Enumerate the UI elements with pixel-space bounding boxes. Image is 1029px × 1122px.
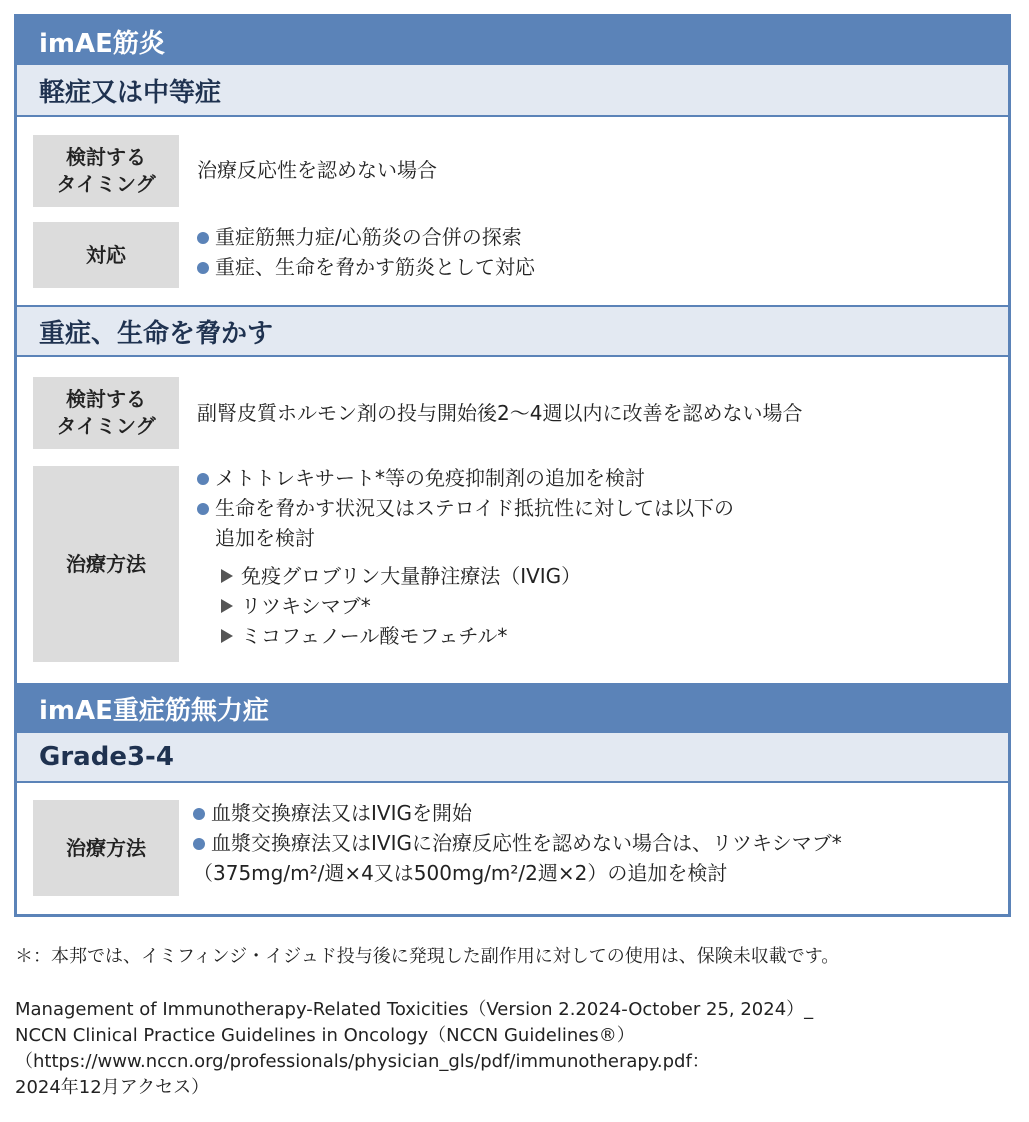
subsection-header-mild-moderate: [17, 65, 1008, 117]
subsection-header-severe: [17, 307, 1008, 357]
triangle-bullet-icon: [221, 569, 233, 583]
row-label-treatment: 治療方法: [33, 800, 179, 896]
list-item-continuation: （375mg/m²/週×4又は500mg/m²/2週×2）の追加を検討: [193, 861, 728, 885]
row-label-timing: 検討する タイミング: [33, 135, 179, 207]
row-content-treatment: [193, 798, 842, 888]
section-header-myasthenia: [17, 683, 1008, 733]
list-item: 血漿交換療法又はIVIGに治療反応性を認めない場合は、リツキシマブ*: [193, 828, 842, 858]
footnote: ＊：本邦では、イミフィンジ・イジュド投与後に発現した副作用に対しての使用は、保険未収載です。: [15, 946, 840, 967]
guideline-table: [14, 14, 1011, 917]
reference-line: Management of Immunotherapy-Related Toxicities（Version 2.2024-October 25, 2024）_: [15, 999, 814, 1020]
row-content-response: [197, 222, 535, 282]
sub-list-item: 免疫グロブリン大量静注療法（IVIG）: [197, 561, 734, 591]
reference-line: （https://www.nccn.org/professionals/physician_gls/pdf/immunotherapy.pdf：: [15, 1051, 710, 1073]
section-title: imAE重症筋無力症: [39, 695, 269, 726]
list-item: 重症、生命を脅かす筋炎として対応: [197, 252, 535, 282]
timing-text: 治療反応性を認めない場合: [197, 158, 437, 182]
reference-line: 2024年12月アクセス）: [15, 1077, 210, 1099]
subsection-header-grade: [17, 733, 1008, 783]
bullet-dot-icon: [193, 808, 205, 820]
timing-text: 副腎皮質ホルモン剤の投与開始後2〜4週以内に改善を認めない場合: [197, 401, 803, 425]
bullet-dot-icon: [197, 232, 209, 244]
row-content-timing: [197, 155, 437, 185]
list-item-continuation: 追加を検討: [215, 526, 315, 550]
row-content-treatment: [197, 463, 734, 651]
subsection-title: 重症、生命を脅かす: [39, 318, 274, 349]
triangle-bullet-icon: [221, 629, 233, 643]
section-title: imAE筋炎: [39, 28, 165, 59]
bullet-dot-icon: [197, 473, 209, 485]
list-item: 血漿交換療法又はIVIGを開始: [193, 798, 842, 828]
section-header-myositis: [17, 17, 1008, 65]
bullet-dot-icon: [197, 262, 209, 274]
subsection-title: Grade3-4: [39, 742, 174, 772]
subsection-title: 軽症又は中等症: [39, 77, 222, 108]
sub-list-item: リツキシマブ*: [197, 591, 734, 621]
reference-citation: [15, 997, 1015, 1101]
list-item: 重症筋無力症/心筋炎の合併の探索: [197, 222, 535, 252]
reference-line: NCCN Clinical Practice Guidelines in Oncology（NCCN Guidelines®）: [15, 1025, 635, 1047]
row-label-response: 対応: [33, 222, 179, 288]
row-content-timing: [197, 398, 802, 428]
list-item: メトトレキサート*等の免疫抑制剤の追加を検討: [197, 463, 734, 493]
bullet-dot-icon: [197, 503, 209, 515]
row-label-treatment: 治療方法: [33, 466, 179, 662]
triangle-bullet-icon: [221, 599, 233, 613]
row-label-timing: 検討する タイミング: [33, 377, 179, 449]
sub-list-item: ミコフェノール酸モフェチル*: [197, 621, 734, 651]
bullet-dot-icon: [193, 838, 205, 850]
list-item: 生命を脅かす状況又はステロイド抵抗性に対しては以下の: [197, 493, 734, 523]
